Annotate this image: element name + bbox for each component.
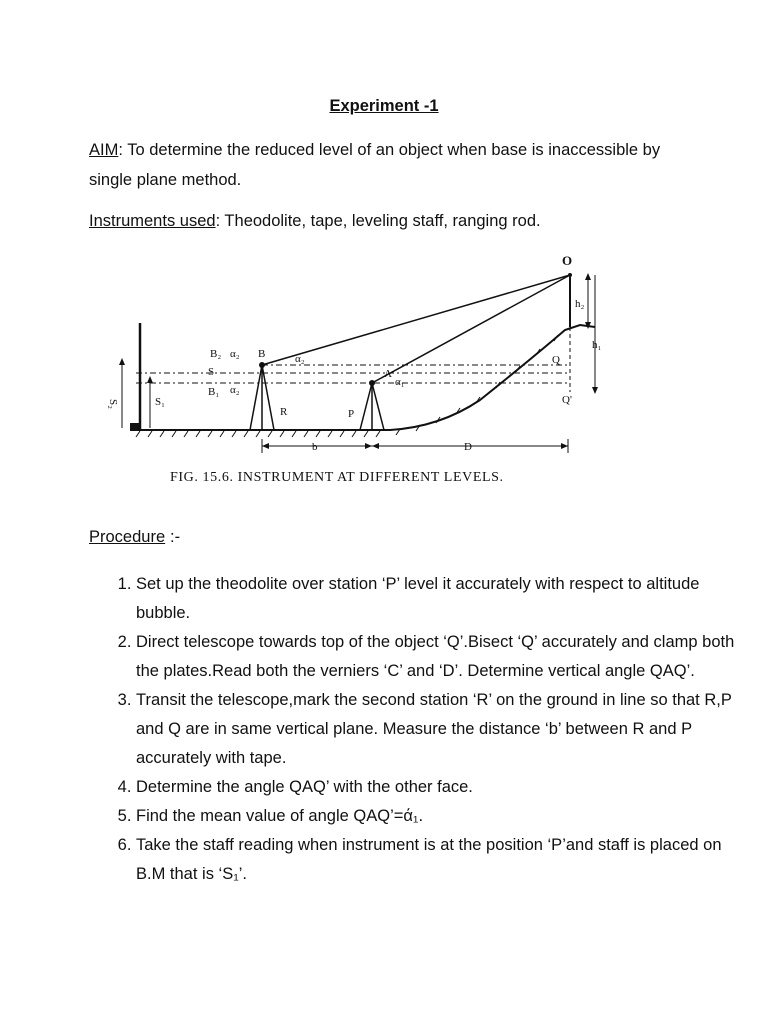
procedure-heading <box>89 528 165 547</box>
label-r: R <box>280 406 288 418</box>
procedure-heading-text: Procedure <box>89 528 166 546</box>
procedure-step: 1. Set up the theodolite over station ‘P’ level it accurately with respect to altitude bubble. <box>136 570 736 628</box>
instruments-text: : Theodolite, tape, leveling staff, ranging rod. <box>215 212 541 230</box>
instruments-paragraph <box>89 206 689 236</box>
procedure-steps <box>89 570 736 889</box>
label-s1: S₁ <box>155 396 165 408</box>
label-h1: h₁ <box>592 339 602 351</box>
sight-line-b-o <box>262 275 570 365</box>
procedure-heading-suffix: :- <box>170 528 181 546</box>
label-a: A <box>384 368 392 380</box>
label-b: B <box>258 348 266 360</box>
label-b2: B₂ <box>210 348 222 360</box>
aim-paragraph <box>89 135 689 195</box>
procedure-step: 5. Find the mean value of angle QAQ’=ά₁. <box>136 802 736 831</box>
instruments-label: Instruments used <box>89 212 216 230</box>
benchmark-block <box>130 423 140 431</box>
page-title: Experiment -1 <box>329 97 439 115</box>
label-s2: S₂ <box>107 399 119 409</box>
procedure-step: 4. Determine the angle QAQ’ with the other face. <box>136 773 736 802</box>
sight-line-a-o <box>372 275 570 383</box>
point-b <box>259 362 265 368</box>
ground-hatching <box>136 335 558 437</box>
label-alpha2-bot: α₂ <box>230 384 240 396</box>
label-b1: B₁ <box>208 386 220 398</box>
label-p: P <box>348 408 355 420</box>
label-o: O <box>562 253 573 268</box>
aim-label: AIM <box>89 141 119 159</box>
label-q-prime: Q' <box>562 394 572 406</box>
procedure-step: 2. Direct telescope towards top of the object ‘Q’.Bisect ‘Q’ accurately and clamp both the plates.Read both the verniers ‘C’ and ‘D’. Determine vertical angle QAQ’. <box>136 628 736 686</box>
label-alpha2-top: α₂ <box>230 348 240 360</box>
label-s: S <box>208 366 215 378</box>
label-q: Q <box>552 354 560 366</box>
label-alpha1: α₁ <box>395 376 405 388</box>
aim-text: : To determine the reduced level of an object when base is inaccessible by single plane method. <box>89 141 661 189</box>
point-a <box>369 380 375 386</box>
figure-caption: FIG. 15.6. INSTRUMENT AT DIFFERENT LEVELS. <box>170 470 504 485</box>
label-d-dim: D <box>464 441 472 453</box>
label-alpha2-mid: α₂ <box>295 353 305 365</box>
figure-diagram <box>100 245 610 505</box>
procedure-step: 3. Transit the telescope,mark the second station ‘R’ on the ground in line so that R,P and Q are in same vertical plane. Measure the distance ‘b’ between R and P accurately with tape. <box>136 686 736 773</box>
figure-instrument-levels <box>100 245 610 505</box>
ground-line <box>135 325 595 430</box>
procedure-step: 6. Take the staff reading when instrument is at the position ‘P’and staff is placed on B.M that is ‘S₁’. <box>136 831 736 889</box>
label-h2: h₂ <box>575 298 585 310</box>
label-b-dim: b <box>312 441 318 453</box>
